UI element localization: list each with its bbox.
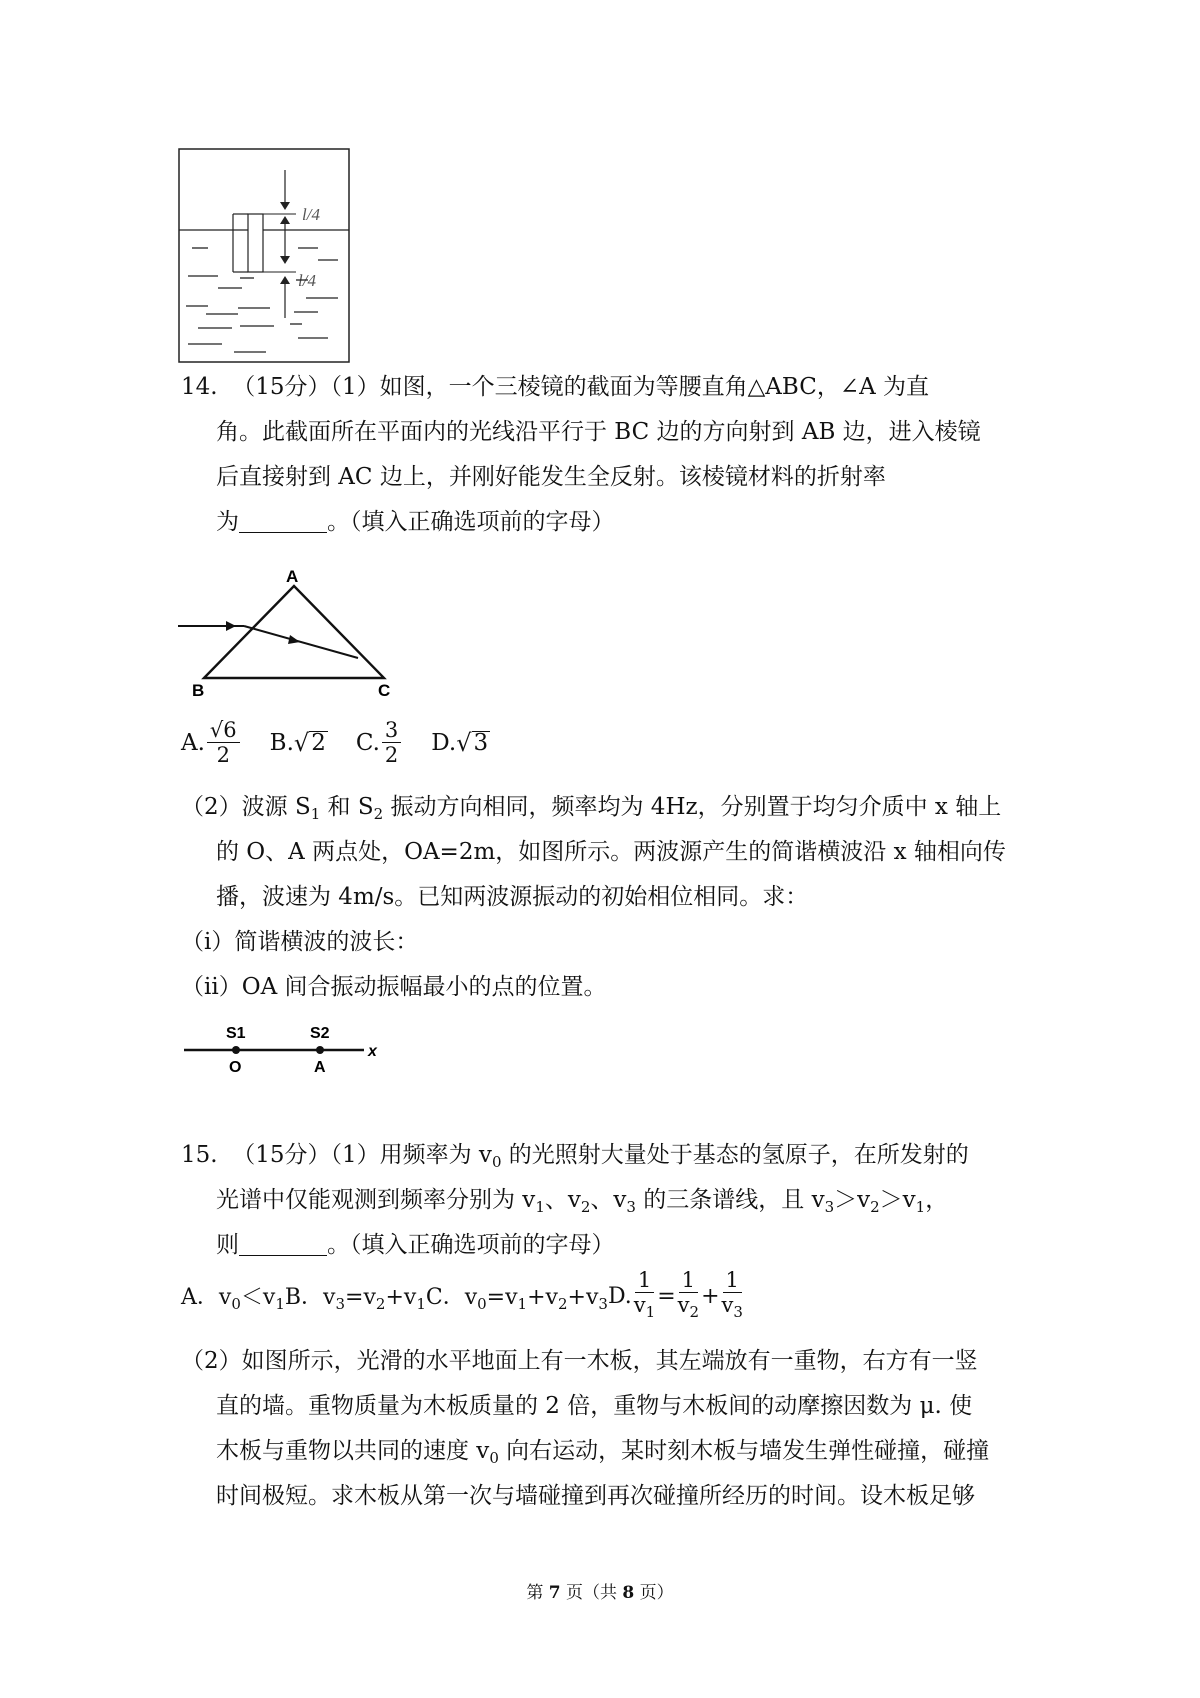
q15-l2g: ，: [925, 1187, 949, 1213]
tube-label-top: l/4: [302, 205, 320, 224]
option-d-value: 3: [473, 729, 489, 756]
q15-oa-b: ＜v: [240, 1284, 276, 1310]
q15-od-plus: +: [701, 1283, 720, 1309]
option-a-den: 2: [216, 743, 230, 767]
option-d-label: D.: [431, 729, 457, 756]
q15-p2-line2: 直的墙。重物质量为木板质量的 2 倍，重物与木板间的动摩擦因数为 μ. 使: [216, 1393, 973, 1419]
option-d-sqrt: √ 3: [456, 728, 489, 757]
q15-ob-s2: 2: [375, 1294, 386, 1313]
q15-l2f: ＞v: [879, 1187, 916, 1213]
q14-line4-pre: 为: [216, 509, 239, 535]
q15-l2s3: 3: [626, 1198, 636, 1216]
q15-l2s4: 3: [824, 1198, 835, 1216]
q15-od-frac2: [678, 1268, 699, 1324]
footer-mid: 页（共: [560, 1583, 623, 1603]
option-b-sqrt: √ 2: [293, 728, 326, 757]
q14-p2-ii: （ii）OA 间合振动振幅最小的点的位置。: [181, 974, 607, 1000]
q15-p2-line3: [216, 1436, 989, 1473]
q15-answer-blank: [239, 1233, 327, 1256]
axis-label-s1: S1: [226, 1025, 246, 1042]
q15-points: （15分）: [232, 1142, 331, 1168]
q15-l2c: 、v: [590, 1187, 627, 1213]
q14-line4: [216, 507, 615, 537]
q14-p2-line2: 的 O、A 两点处，OA=2m，如图所示。两波源产生的简谐横波沿 x 轴相向传: [216, 839, 1006, 865]
q15-p2-l3a: 木板与重物以共同的速度 v: [216, 1438, 490, 1464]
q14-p2-line1: [181, 792, 1001, 829]
q15-l3-post: 。（填入正确选项前的字母）: [327, 1232, 615, 1258]
q14-p2-l1b: 和 S: [320, 794, 374, 820]
q14-p2-l1c: 振动方向相同，频率均为 4Hz，分别置于均匀介质中 x 轴上: [383, 794, 1002, 820]
q15-option-c: [426, 1280, 608, 1313]
option-b-label: B.: [269, 729, 294, 756]
q15-line1: [181, 1140, 969, 1177]
q15-oa-s: 0: [231, 1294, 241, 1313]
footer-page-number: 7: [548, 1583, 561, 1603]
q15-oc-d: +v: [567, 1284, 599, 1310]
q15-option-a: [181, 1280, 285, 1313]
footer-pre: 第: [526, 1583, 549, 1603]
q15-od-frac1: [634, 1268, 655, 1324]
q15-oc: C．v: [425, 1284, 478, 1310]
q15-l2s6: 1: [915, 1198, 926, 1216]
q15-oc-s4: 3: [598, 1294, 608, 1313]
q14-p1-line1: （1）如图，一个三棱镜的截面为等腰直角△ABC，∠A 为直: [330, 374, 930, 400]
q15-oc-s3: 2: [557, 1294, 568, 1313]
q15-options: [181, 1268, 745, 1324]
q14-points: （15分）: [232, 374, 331, 400]
q14-p2-sub2: 2: [373, 805, 384, 823]
q15-l2d: 的三条谱线，且 v: [635, 1187, 825, 1213]
axis-figure: [184, 1018, 394, 1076]
q14-p2-line3: 播，波速为 4m/s。已知两波源振动的初始相位相同。求：: [216, 884, 809, 910]
q15-od-den3: v: [721, 1293, 734, 1317]
option-a-fraction: [207, 718, 240, 767]
q14-number: 14.: [181, 374, 218, 400]
q15-line2: [216, 1185, 948, 1222]
prism-label-a: A: [286, 568, 299, 586]
q15-ob-s3: 1: [416, 1294, 426, 1313]
axis-label-s2: S2: [310, 1025, 330, 1042]
q15-od-den3-s: 3: [733, 1303, 743, 1321]
q15-ob-c: +v: [385, 1284, 417, 1310]
q14-p2-sub1: 1: [310, 805, 321, 823]
q15-ob: B．v: [284, 1284, 336, 1310]
q15-l2e: ＞v: [834, 1187, 871, 1213]
q15-l2a: 光谱中仅能观测到频率分别为 v: [216, 1187, 536, 1213]
option-a-label: A.: [181, 729, 205, 756]
prism-label-c: C: [378, 681, 391, 698]
q15-option-d: [608, 1268, 745, 1324]
q14-option-a: [181, 718, 242, 767]
q15-l1-sub: 0: [491, 1153, 502, 1171]
q14-line1: [181, 372, 929, 402]
q15-od-eq: =: [657, 1283, 676, 1309]
q15-oc-c: +v: [527, 1284, 558, 1310]
q14-option-d: [431, 730, 490, 756]
q15-od-num2: 1: [679, 1268, 698, 1293]
q15-p2-line1: （2）如图所示，光滑的水平地面上有一木板，其左端放有一重物，右方有一竖: [181, 1348, 978, 1374]
q15-oa-s2: 1: [275, 1294, 285, 1313]
prism-figure: [178, 568, 418, 698]
q15-p2-l3-sub: 0: [489, 1449, 499, 1467]
q15-l2b: 、v: [544, 1187, 581, 1213]
q15-oa: A．v: [181, 1284, 232, 1310]
q14-line3: 后直接射到 AC 边上，并刚好能发生全反射。该棱镜材料的折射率: [216, 464, 886, 490]
q15-p2-l3b: 向右运动，某时刻木板与墙发生弹性碰撞，碰撞: [498, 1438, 990, 1464]
q14-answer-blank: [239, 510, 327, 533]
q14-line2: 角。此截面所在平面内的光线沿平行于 BC 边的方向射到 AB 边，进入棱镜: [216, 419, 981, 445]
q15-od-den1: v: [633, 1293, 646, 1317]
q15-ob-s: 3: [335, 1294, 346, 1313]
q15-l3-pre: 则: [216, 1232, 239, 1258]
tube-label-bottom: l/4: [298, 271, 316, 290]
option-c-label: C.: [355, 729, 380, 756]
q15-od: D.: [607, 1283, 632, 1309]
q15-option-b: [285, 1280, 426, 1313]
q15-od-num1: 1: [635, 1268, 654, 1293]
axis-label-a: A: [314, 1059, 326, 1076]
axis-label-o: O: [229, 1059, 242, 1076]
option-a-num: √6: [207, 718, 240, 743]
q14-option-c: [356, 718, 403, 767]
q15-oc-b: =v: [486, 1284, 518, 1310]
q14-option-b: [270, 730, 328, 756]
axis-label-x: x: [368, 1043, 377, 1060]
q15-od-frac3: [722, 1268, 743, 1324]
page-footer: [0, 1578, 1200, 1603]
option-c-den: 2: [384, 743, 399, 767]
option-c-fraction: [382, 718, 401, 767]
prism-label-b: B: [192, 681, 205, 698]
option-c-num: 3: [382, 718, 401, 743]
q15-oc-s2: 1: [517, 1294, 528, 1313]
q14-p2-l1a: （2）波源 S: [181, 794, 311, 820]
q14-p2-i: （i）简谐横波的波长：: [181, 929, 419, 955]
q15-l2s5: 2: [870, 1198, 880, 1216]
q15-ob-b: =v: [345, 1284, 376, 1310]
option-b-value: 2: [311, 729, 326, 756]
q15-l2s2: 2: [580, 1198, 591, 1216]
q15-od-den2-s: 2: [689, 1303, 700, 1321]
q15-p2-line4: 时间极短。求木板从第一次与墙碰撞到再次碰撞所经历的时间。设木板足够: [216, 1483, 975, 1509]
q14-options: [181, 718, 518, 767]
q15-l1a: （1）用频率为 v: [330, 1142, 492, 1168]
q15-oc-s: 0: [477, 1294, 487, 1313]
footer-total-pages: 8: [622, 1583, 635, 1603]
q15-number: 15.: [181, 1142, 218, 1168]
q15-l1b: 的光照射大量处于基态的氢原子，在所发射的: [501, 1142, 969, 1168]
q15-line3: [216, 1230, 615, 1260]
q15-od-den1-s: 1: [645, 1303, 656, 1321]
tube-figure: [178, 148, 350, 364]
q15-od-den2: v: [677, 1293, 690, 1317]
footer-post: 页）: [634, 1583, 674, 1603]
q14-line4-post: 。（填入正确选项前的字母）: [327, 509, 615, 535]
q15-l2s1: 1: [535, 1198, 545, 1216]
q15-od-num3: 1: [723, 1268, 742, 1293]
